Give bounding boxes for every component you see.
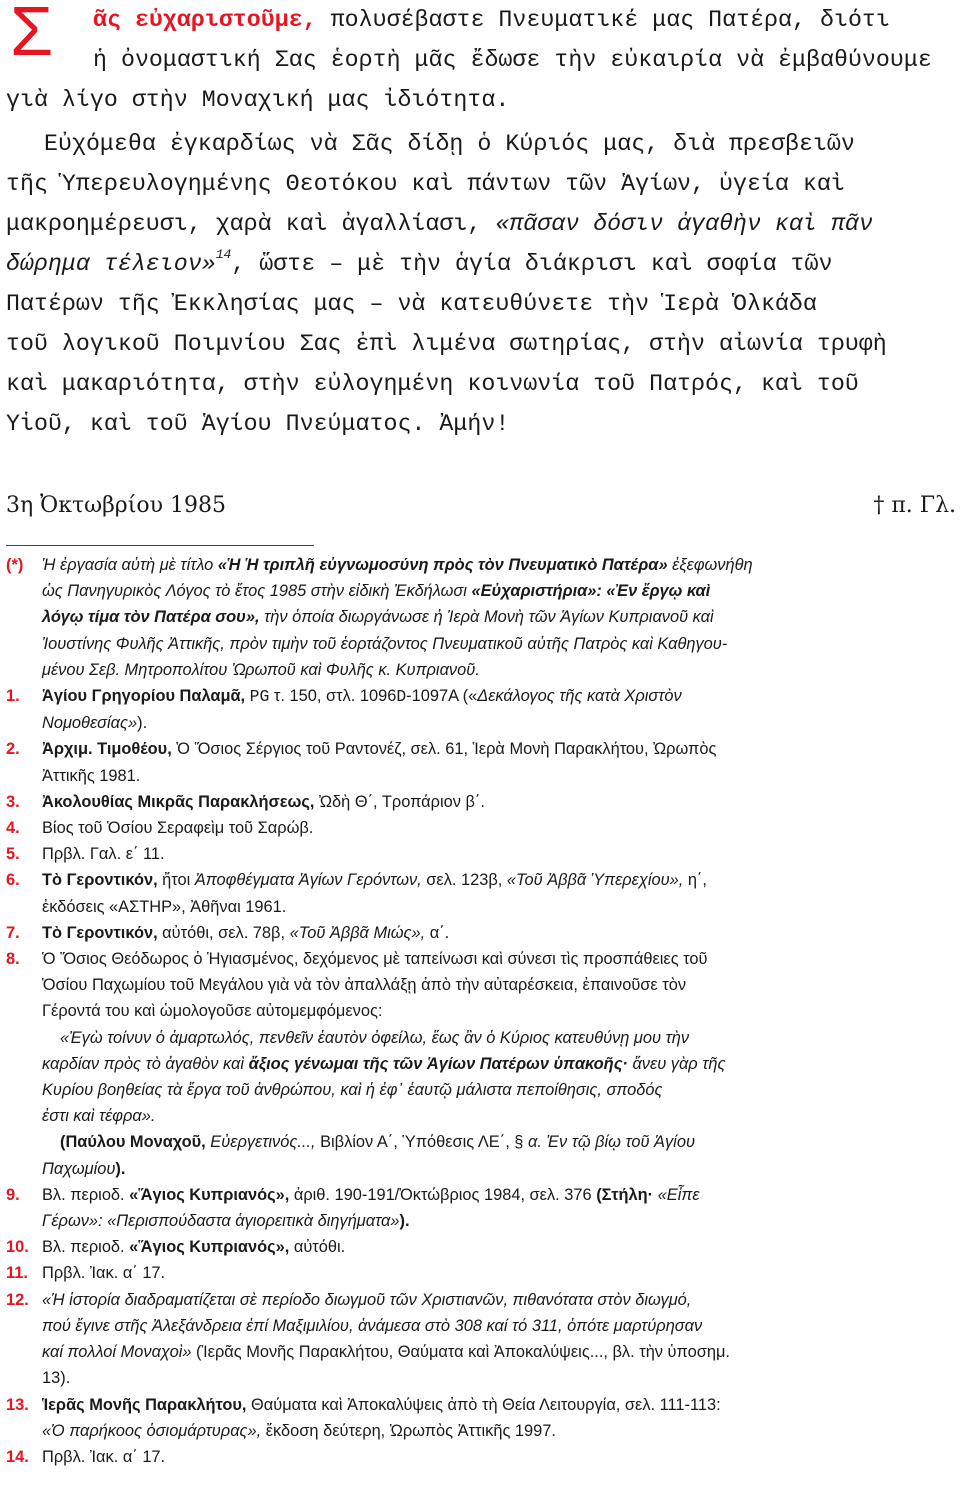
text-run: ὡς Πανηγυρικὸς Λόγος τὸ ἔτος 1985 στὴν εἰδικὴ Ἐκδήλωσι [42, 582, 472, 601]
author-bold: Ἁγίου Γρηγορίου Παλαμᾶ, [42, 687, 246, 706]
footnote-line: «Ἡ ἱστορία διαδραματίζεται σὲ περίοδο διωγμοῦ τῶν Χριστιανῶν, πιθανότατα στὸν διωγμό, [42, 1290, 692, 1309]
footnote-line: Πρβλ. Ἰακ. α΄ 17. [42, 1264, 166, 1283]
text-run: (Ἱερᾶς Μονῆς Παρακλήτου, Θαύματα καὶ Ἀποκαλύψεις..., βλ. τὴν ὑποσημ. [191, 1343, 730, 1362]
signature: † π. Γλ. [873, 493, 956, 518]
text-run: τ. 150, στλ. 1096 [269, 687, 397, 706]
quote-italic: καί πολλοί Μοναχοὶ» [42, 1343, 192, 1362]
footnote-number: 9. [6, 1185, 20, 1204]
footnote [6, 1392, 956, 1444]
title-bold: «Ἅγιος Κυπριανός», [129, 1238, 290, 1257]
text-run: D [396, 687, 407, 707]
text-run: Βλ. περιοδ. [42, 1238, 130, 1257]
body-line: Πατέρων τῆς Ἐκκλησίας μας – νὰ κατευθύνετε τὴν Ἱερὰ Ὁλκάδα [6, 291, 817, 317]
footnote-number: 2. [6, 740, 20, 759]
author-bold: Ἱερᾶς Μονῆς Παρακλήτου, [42, 1395, 247, 1414]
body-line [6, 204, 956, 244]
title-italic: Ἀποφθέγματα Ἁγίων Γερόντων, [194, 871, 422, 890]
body-line: τῆς Ὑπερευλογημένης Θεοτόκου καὶ πάντων τῶν Ἁγίων, ὑγεία καὶ [6, 171, 845, 197]
title-italic: «Εἶπε [653, 1185, 700, 1204]
date: 3η Ὀκτωβρίου 1985 [6, 493, 226, 518]
footnote-number: (*) [6, 556, 24, 574]
text-run: Ἡ ἐργασία αὐτὴ μὲ τίτλο [42, 556, 218, 574]
text-run: αὐτόθι. [289, 1238, 346, 1257]
body-line: γιὰ λίγο στὴν Μοναχική μας ἰδιότητα. [6, 87, 510, 113]
title-italic: «Τοῦ Ἀββᾶ Μιώς», [289, 923, 426, 942]
footnote-line [42, 683, 956, 710]
footnote-line [42, 1339, 956, 1365]
footnote-number: 3. [6, 792, 20, 811]
body-line: Υἱοῦ, καὶ τοῦ Ἁγίου Πνεύματος. Ἀμήν! [6, 411, 510, 437]
text-run: PG [249, 687, 270, 707]
footnote-line [42, 736, 956, 762]
quote-italic: «Ἐγὼ τοίνυν ὁ ἁμαρτωλός, πενθεῖν ἑαυτὸν ὀφείλω, ἕως ἂν ὁ Κύριος κατευθύνῃ μου τὴν [60, 1028, 690, 1047]
title-italic: Παχωμίου [42, 1159, 116, 1178]
footnote-line: Πρβλ. Γαλ. ε΄ 11. [42, 845, 165, 864]
text-run: ἐξεφωνήθη [667, 556, 753, 574]
body-line [6, 0, 956, 40]
footnote [6, 867, 956, 919]
text-run: Ὁ Ὅσιος Σέργιος τοῦ Ραντονέζ, σελ. 61, Ἱερὰ Μονὴ Παρακλήτου, Ὠρωπὸς [171, 740, 717, 759]
author-bold: (Παύλου Μοναχοῦ, [60, 1133, 206, 1152]
footnote-number: 8. [6, 950, 20, 969]
dateline [6, 486, 956, 526]
footnote-line [42, 789, 956, 815]
footnote-line: Ὁσίου Παχωμίου τοῦ Μεγάλου γιὰ νὰ τὸν ἀπαλλάξῃ ἀπὸ τὴν αὐταρέσκεια, ἐπαινοῦσε τὸν [42, 976, 687, 995]
footnote-line [42, 710, 956, 736]
text-run: ). [399, 1212, 410, 1231]
text-run: Βλ. περιοδ. [42, 1185, 130, 1204]
footnote-line [42, 1051, 956, 1077]
quote-bold: ἄξιος γένωμαι τῆς τῶν Ἁγίων Πατέρων ὑπακοῆς· [248, 1054, 628, 1073]
footnote-number: 12. [6, 1290, 29, 1309]
title-italic: Γέρων»: «Περισπούδαστα ἁγιορειτικὰ διηγήματα» [42, 1212, 400, 1231]
text-run: ἀριθ. 190-191/Ὀκτώβριος 1984, σελ. 376 [289, 1185, 597, 1204]
text-run: , ὥστε – μὲ τὴν ἁγία διάκρισι καὶ σοφία τῶν [231, 251, 833, 277]
footnote [6, 946, 956, 1182]
text-run: Ὠδὴ Θ΄, Τροπάριον β΄. [314, 792, 485, 811]
footnote-line [42, 1129, 956, 1155]
footnote [6, 1234, 956, 1260]
text-run: ). [137, 714, 148, 733]
quote-italic: δώρημα τέλειον» [6, 251, 216, 277]
footnotes [6, 552, 956, 1470]
footnote-number: 13. [6, 1395, 29, 1414]
footnote-line [42, 1182, 956, 1208]
footnote-line: Ἰουστίνης Φυλῆς Ἀττικῆς, πρὸν τιμὴν τοῦ ἑορτάζοντος Πνευματικοῦ αὐτῆς Πατρὸς καὶ Καθηγου- [42, 634, 728, 653]
quote-italic: ἐστι καὶ τέφρα». [42, 1107, 156, 1126]
title-bold: «Εὐχαριστήρια»: «Ἐν ἔργῳ καὶ [471, 582, 711, 601]
text-run: ἔκδοση δεύτερη, Ὠρωπὸς Ἀττικῆς 1997. [261, 1421, 556, 1440]
footnote-ref: 14 [215, 247, 232, 262]
footnote-line: Βίος τοῦ Ὁσίου Σεραφεὶμ τοῦ Σαρώβ. [42, 819, 314, 838]
footnote-line [42, 578, 956, 604]
footnote [6, 920, 956, 946]
quote-italic: καρδίαν πρὸς τὸ ἀγαθὸν καὶ [42, 1054, 249, 1073]
text-run: Βιβλίον Α΄, Ὑπόθεσις ΛΕ΄, § [315, 1133, 528, 1152]
title-bold: (Στήλη· [596, 1185, 654, 1204]
footnote-line [42, 552, 956, 578]
footnote [6, 1287, 956, 1392]
body-line: ἡ ὀνομαστική Σας ἑορτὴ μᾶς ἔδωσε τὴν εὐκαιρία νὰ ἐμβαθύνουμε [93, 47, 932, 73]
footnote-number: 6. [6, 871, 20, 890]
footnote-line: Πρβλ. Ἰακ. α΄ 17. [42, 1447, 166, 1466]
footnote-line [42, 1234, 956, 1260]
title-bold: λόγῳ τίμα τὸν Πατέρα σου», [42, 608, 260, 627]
title-bold: Τὸ Γεροντικόν, [42, 871, 158, 890]
body-line: καὶ μακαριότητα, στὴν εὐλογημένη κοινωνία τοῦ Πατρός, καὶ τοῦ [6, 371, 859, 397]
title-bold: Τὸ Γεροντικόν, [42, 923, 158, 942]
footnote-line [42, 1156, 956, 1182]
footnote [6, 683, 956, 736]
title-italic: Δεκάλογος τῆς κατὰ Χριστὸν [477, 687, 682, 706]
text-run: ). [115, 1159, 126, 1178]
footnote-number: 1. [6, 687, 20, 706]
text-run: πολυσέβαστε Πνευματικέ μας Πατέρα, διότι [316, 7, 890, 33]
text-run: α΄. [425, 923, 450, 942]
footnote-line: 13). [42, 1369, 71, 1388]
author-bold: Ἀρχιμ. Τιμοθέου, [42, 740, 172, 759]
footnote-line [42, 1103, 956, 1129]
footnote-number: 10. [6, 1238, 29, 1257]
footnote-line [42, 1418, 956, 1444]
footnote-line: πού ἔγινε στῆς Ἀλεξάνδρεια ἐπί Μαξιμιλίου, ἀνάμεσα στὸ 308 καί τό 311, ὁπότε μαρτύρησαν [42, 1316, 703, 1335]
opening-phrase: ᾶς εὐχαριστοῦμε, [93, 7, 317, 33]
body-line: Εὐχόμεθα ἐγκαρδίως νὰ Σᾶς δίδῃ ὁ Κύριός μας, διὰ πρεσβειῶν [44, 131, 855, 157]
footnote-line: μένου Σεβ. Μητροπολίτου Ὠρωποῦ καὶ Φυλῆς κ. Κυπριανοῦ. [42, 660, 480, 679]
footnote-number: 11. [6, 1264, 28, 1283]
title-italic: α. Ἐν τῷ βίῳ τοῦ Ἁγίου [527, 1133, 695, 1152]
footnote [6, 789, 956, 815]
quote-italic: Κυρίου βοηθείας τὰ ἔργα τοῦ ἀνθρώπου, καὶ ἡ ἐφ᾽ ἑαυτῷ μάλιστα πεποίθησις, σποδός [42, 1081, 663, 1100]
footnote [6, 815, 956, 841]
text-run: -1097A (« [406, 687, 478, 706]
footnote-line: ἐκδόσεις «ΑΣΤΗΡ», Ἀθῆναι 1961. [42, 897, 287, 916]
footnote-line [42, 920, 956, 946]
footnote [6, 841, 956, 867]
footnote-number: 14. [6, 1447, 29, 1466]
text-run: ἤτοι [157, 871, 195, 890]
drop-cap: Σ [10, 0, 54, 70]
footnote-line: Γέροντά του καὶ ὡμολογοῦσε αὐτομεμφόμενος: [42, 1002, 383, 1021]
title-bold: «Ἡ Ἡ τριπλῆ εὐγνωμοσύνη πρὸς τὸν Πνευματικὸ Πατέρα» [217, 556, 668, 574]
title-italic: Νομοθεσίας» [42, 714, 138, 733]
footnote-line [42, 604, 956, 630]
text-run: μακροημέρευσι, χαρὰ καὶ ἀγαλλίασι, [6, 211, 496, 237]
quote-italic: «πᾶσαν δόσιν ἀγαθὴν καὶ πᾶν [495, 211, 873, 237]
title-italic: «Ὁ παρήκοος ὁσιομάρτυρας», [42, 1421, 262, 1440]
text-run: Θαύματα καὶ Ἀποκαλύψεις ἀπὸ τὴ Θεία Λειτουργία, σελ. 111-113: [246, 1395, 721, 1414]
footnote-line: Ἀττικῆς 1981. [42, 766, 141, 785]
main-text [6, 0, 956, 444]
footnote-number: 5. [6, 845, 20, 864]
footnote-line [42, 867, 956, 893]
footnote-line [42, 1077, 956, 1103]
footnote [6, 736, 956, 788]
title-italic: Εὐεργετινός..., [205, 1133, 316, 1152]
footnote [6, 1260, 956, 1286]
footnote-number: 7. [6, 923, 20, 942]
body-line [6, 244, 956, 284]
author-bold: Ἀκολουθίας Μικρᾶς Παρακλήσεως, [42, 792, 315, 811]
footnote-line [42, 1208, 956, 1234]
footnote-number: 4. [6, 819, 20, 838]
text-run: αὐτόθι, σελ. 78β, [157, 923, 290, 942]
text-run: σελ. 123β, [421, 871, 507, 890]
title-italic: «Τοῦ Ἀββᾶ Ὑπερεχίου», [506, 871, 684, 890]
footnote-line [42, 1392, 956, 1418]
quote-italic: ἄνευ γὰρ τῆς [627, 1054, 726, 1073]
footnote [6, 1182, 956, 1234]
footnote-line: Ὁ Ὅσιος Θεόδωρος ὁ Ἡγιασμένος, δεχόμενος μὲ ταπείνωσι καὶ σύνεσι τὶς προσπάθειες τοῦ [42, 950, 708, 969]
footnote [6, 552, 956, 683]
footnote-line [42, 1025, 956, 1051]
title-bold: «Ἅγιος Κυπριανός», [129, 1185, 290, 1204]
footnote-divider [6, 545, 314, 546]
text-run: τὴν ὁποία διωργάνωσε ἡ Ἱερὰ Μονὴ τῶν Ἁγίων Κυπριανοῦ καὶ [259, 608, 714, 627]
body-line: τοῦ λογικοῦ Ποιμνίου Σας ἐπὶ λιμένα σωτηρίας, στὴν αἰωνία τρυφὴ [6, 331, 887, 357]
footnote [6, 1444, 956, 1470]
text-run: η΄, [683, 871, 707, 890]
